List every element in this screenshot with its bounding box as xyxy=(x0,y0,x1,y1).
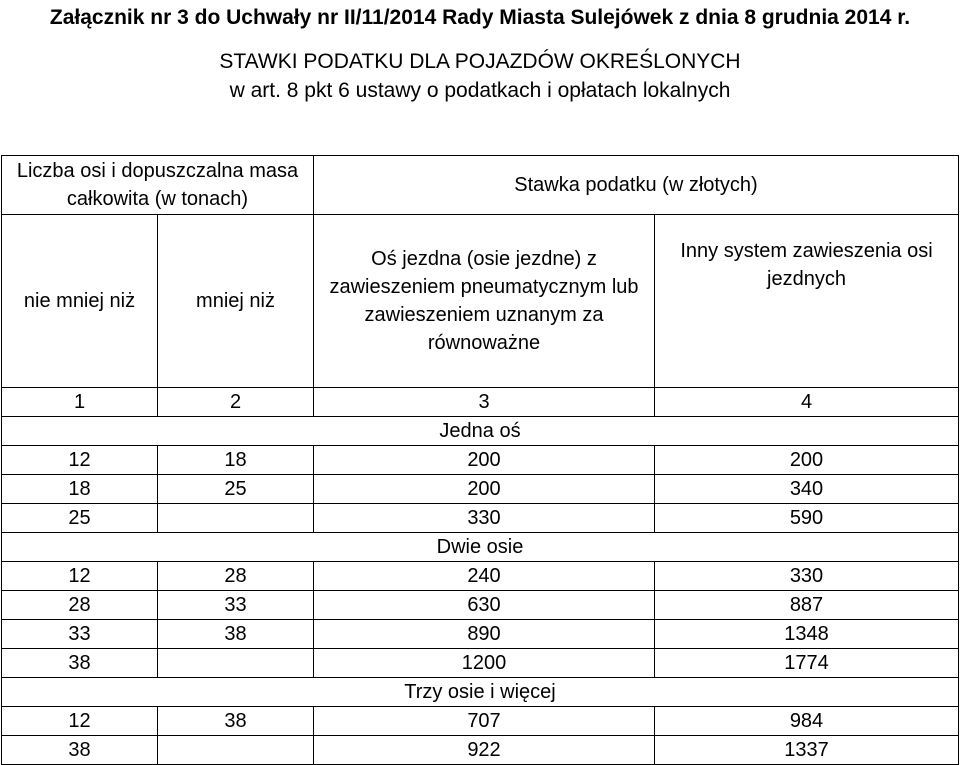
table-row xyxy=(2,475,959,504)
cell-rate-other: 200 xyxy=(655,446,959,475)
col-min-header: nie mniej niż xyxy=(2,215,158,388)
cell-rate-pneumatic: 922 xyxy=(314,736,655,765)
cell-max: 28 xyxy=(158,562,314,591)
col-number-2: 2 xyxy=(158,388,314,417)
cell-min: 38 xyxy=(2,736,158,765)
cell-rate-other: 1337 xyxy=(655,736,959,765)
cell-rate-other: 984 xyxy=(655,707,959,736)
table-row xyxy=(2,591,959,620)
document-subheading: w art. 8 pkt 6 ustawy o podatkach i opłatach lokalnych xyxy=(229,79,731,102)
section-title: Dwie osie xyxy=(2,533,959,562)
cell-min: 28 xyxy=(2,591,158,620)
cell-rate-pneumatic: 240 xyxy=(314,562,655,591)
cell-rate-pneumatic: 707 xyxy=(314,707,655,736)
cell-max: 33 xyxy=(158,591,314,620)
cell-rate-pneumatic: 890 xyxy=(314,620,655,649)
cell-max xyxy=(158,504,314,533)
cell-max: 25 xyxy=(158,475,314,504)
col-pneumatic-header: Oś jezdna (osie jezdne) z zawieszeniem pneumatycznym lub zawieszeniem uznanym za równoważne xyxy=(314,215,655,388)
cell-rate-pneumatic: 330 xyxy=(314,504,655,533)
table-row xyxy=(2,649,959,678)
cell-max xyxy=(158,649,314,678)
table-row xyxy=(2,446,959,475)
cell-min: 33 xyxy=(2,620,158,649)
section-title: Jedna oś xyxy=(2,417,959,446)
tax-rates-table xyxy=(1,155,959,765)
col-max-header: mniej niż xyxy=(158,215,314,388)
cell-rate-pneumatic: 630 xyxy=(314,591,655,620)
cell-rate-other: 887 xyxy=(655,591,959,620)
cell-min: 12 xyxy=(2,446,158,475)
col-other-header: Inny system zawieszenia osi jezdnych xyxy=(655,215,959,388)
cell-min: 38 xyxy=(2,649,158,678)
table-row xyxy=(2,504,959,533)
cell-rate-other: 1774 xyxy=(655,649,959,678)
table-row xyxy=(2,736,959,765)
axles-mass-header: Liczba osi i dopuszczalna masa całkowita (w tonach) xyxy=(2,156,314,215)
cell-rate-other: 1348 xyxy=(655,620,959,649)
cell-rate-pneumatic: 200 xyxy=(314,446,655,475)
col-number-3: 3 xyxy=(314,388,655,417)
cell-min: 12 xyxy=(2,707,158,736)
cell-rate-other: 330 xyxy=(655,562,959,591)
cell-max: 18 xyxy=(158,446,314,475)
cell-min: 18 xyxy=(2,475,158,504)
col-number-1: 1 xyxy=(2,388,158,417)
cell-max: 38 xyxy=(158,620,314,649)
attachment-title: Załącznik nr 3 do Uchwały nr II/11/2014 Rady Miasta Sulejówek z dnia 8 grudnia 2014 r. xyxy=(49,6,911,29)
cell-max: 38 xyxy=(158,707,314,736)
cell-rate-pneumatic: 1200 xyxy=(314,649,655,678)
cell-rate-pneumatic: 200 xyxy=(314,475,655,504)
table-row xyxy=(2,620,959,649)
cell-rate-other: 340 xyxy=(655,475,959,504)
cell-min: 25 xyxy=(2,504,158,533)
cell-min: 12 xyxy=(2,562,158,591)
tax-rate-header: Stawka podatku (w złotych) xyxy=(314,156,959,215)
document-heading: STAWKI PODATKU DLA POJAZDÓW OKREŚLONYCH xyxy=(219,50,741,73)
table-row xyxy=(2,707,959,736)
cell-rate-other: 590 xyxy=(655,504,959,533)
section-title: Trzy osie i więcej xyxy=(2,678,959,707)
table-row xyxy=(2,562,959,591)
cell-max xyxy=(158,736,314,765)
col-number-4: 4 xyxy=(655,388,959,417)
